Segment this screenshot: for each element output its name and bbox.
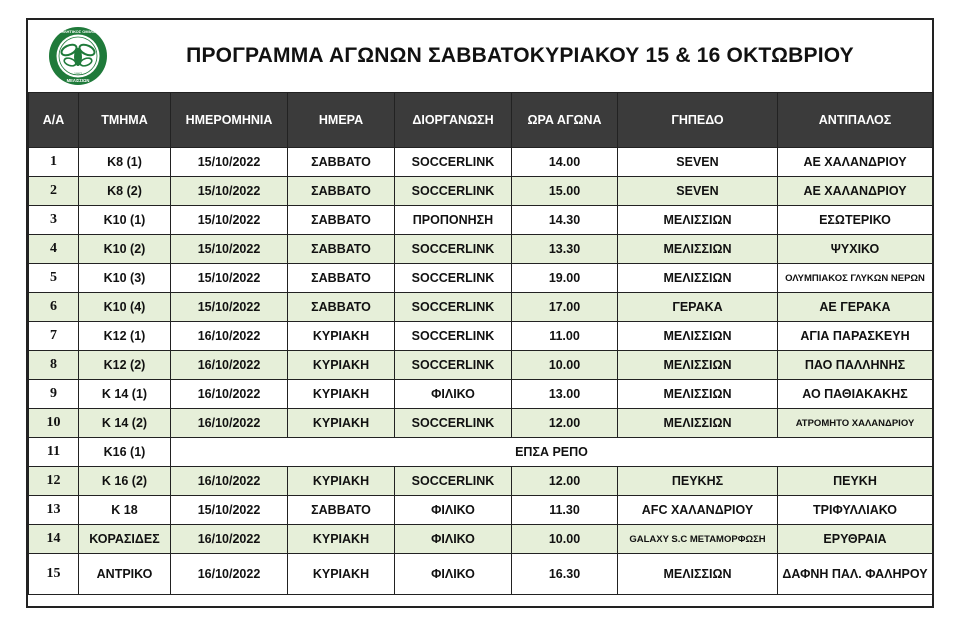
cell-team: Κ10 (4) [79, 293, 171, 322]
table-row [29, 322, 933, 351]
column-header-team: ΤΜΗΜΑ [79, 93, 171, 148]
cell-opponent: ΑΤΡΟΜΗΤΟ ΧΑΛΑΝΔΡΙΟΥ [778, 409, 933, 438]
cell-team: Κ10 (2) [79, 235, 171, 264]
cell-venue: SEVEN [618, 177, 778, 206]
cell-team: Κ 14 (2) [79, 409, 171, 438]
svg-text:1962: 1962 [74, 72, 82, 76]
cell-opponent: ΤΡΙΦΥΛΛΙΑΚΟ [778, 496, 933, 525]
table-row [29, 206, 933, 235]
cell-competition: ΦΙΛΙΚΟ [395, 525, 512, 554]
cell-competition: ΦΙΛΙΚΟ [395, 496, 512, 525]
cell-no: 1 [29, 148, 79, 177]
cell-date: 16/10/2022 [171, 467, 288, 496]
cell-no: 6 [29, 293, 79, 322]
cell-day: ΚΥΡΙΑΚΗ [288, 554, 395, 595]
cell-time: 17.00 [512, 293, 618, 322]
schedule-table [28, 92, 933, 595]
cell-opponent: ΑΟ ΠΑΘΙΑΚΑΚΗΣ [778, 380, 933, 409]
table-row [29, 438, 933, 467]
header-row [29, 93, 933, 148]
cell-day: ΚΥΡΙΑΚΗ [288, 525, 395, 554]
cell-opponent: ΑΓΙΑ ΠΑΡΑΣΚΕΥΗ [778, 322, 933, 351]
cell-time: 10.00 [512, 525, 618, 554]
cell-competition: SOCCERLINK [395, 293, 512, 322]
cell-date: 16/10/2022 [171, 380, 288, 409]
title-bar [28, 20, 932, 92]
cell-team: ΚΟΡΑΣΙΔΕΣ [79, 525, 171, 554]
table-body [29, 148, 933, 595]
table-row [29, 235, 933, 264]
cell-venue: ΜΕΛΙΣΣΙΩΝ [618, 206, 778, 235]
club-crest-icon [48, 26, 108, 86]
cell-day: ΣΑΒΒΑΤΟ [288, 496, 395, 525]
cell-venue: ΜΕΛΙΣΣΙΩΝ [618, 409, 778, 438]
cell-date: 15/10/2022 [171, 264, 288, 293]
cell-day: ΚΥΡΙΑΚΗ [288, 409, 395, 438]
column-header-day: ΗΜΕΡΑ [288, 93, 395, 148]
cell-venue: ΜΕΛΙΣΣΙΩΝ [618, 380, 778, 409]
cell-date: 16/10/2022 [171, 351, 288, 380]
cell-team: Κ8 (1) [79, 148, 171, 177]
cell-opponent: ΑΕ ΧΑΛΑΝΔΡΙΟΥ [778, 177, 933, 206]
cell-venue: ΜΕΛΙΣΣΙΩΝ [618, 235, 778, 264]
cell-no: 5 [29, 264, 79, 293]
table-row [29, 496, 933, 525]
cell-time: 12.00 [512, 467, 618, 496]
cell-team: Κ10 (1) [79, 206, 171, 235]
cell-opponent: ΠΑΟ ΠΑΛΛΗΝΗΣ [778, 351, 933, 380]
cell-venue: ΜΕΛΙΣΣΙΩΝ [618, 351, 778, 380]
table-row [29, 467, 933, 496]
cell-time: 11.00 [512, 322, 618, 351]
cell-opponent: ΨΥΧΙΚΟ [778, 235, 933, 264]
cell-date: 16/10/2022 [171, 525, 288, 554]
cell-time: 11.30 [512, 496, 618, 525]
cell-team: Κ16 (1) [79, 438, 171, 467]
cell-day: ΚΥΡΙΑΚΗ [288, 467, 395, 496]
cell-day: ΚΥΡΙΑΚΗ [288, 351, 395, 380]
cell-no: 12 [29, 467, 79, 496]
cell-competition: SOCCERLINK [395, 235, 512, 264]
cell-day: ΚΥΡΙΑΚΗ [288, 322, 395, 351]
cell-competition: SOCCERLINK [395, 177, 512, 206]
cell-time: 13.30 [512, 235, 618, 264]
cell-venue: ΠΕΥΚΗΣ [618, 467, 778, 496]
table-row [29, 293, 933, 322]
cell-day: ΣΑΒΒΑΤΟ [288, 235, 395, 264]
cell-no: 2 [29, 177, 79, 206]
cell-team: ΑΝΤΡΙΚΟ [79, 554, 171, 595]
cell-time: 16.30 [512, 554, 618, 595]
column-header-opponent: ΑΝΤΙΠΑΛΟΣ [778, 93, 933, 148]
cell-competition: SOCCERLINK [395, 467, 512, 496]
cell-day: ΣΑΒΒΑΤΟ [288, 148, 395, 177]
cell-opponent: ΑΕ ΧΑΛΑΝΔΡΙΟΥ [778, 148, 933, 177]
cell-opponent: ΠΕΥΚΗ [778, 467, 933, 496]
cell-competition: SOCCERLINK [395, 322, 512, 351]
cell-competition: SOCCERLINK [395, 409, 512, 438]
cell-time: 14.30 [512, 206, 618, 235]
cell-no: 14 [29, 525, 79, 554]
cell-no: 15 [29, 554, 79, 595]
cell-no: 13 [29, 496, 79, 525]
cell-team: Κ12 (2) [79, 351, 171, 380]
cell-no: 7 [29, 322, 79, 351]
cell-time: 15.00 [512, 177, 618, 206]
cell-competition: SOCCERLINK [395, 264, 512, 293]
cell-venue: AFC ΧΑΛΑΝΔΡΙΟΥ [618, 496, 778, 525]
cell-competition: ΠΡΟΠΟΝΗΣΗ [395, 206, 512, 235]
cell-time: 12.00 [512, 409, 618, 438]
cell-date: 15/10/2022 [171, 293, 288, 322]
svg-text:ΜΕΛΙΣΣΙΩΝ: ΜΕΛΙΣΣΙΩΝ [66, 78, 90, 84]
cell-no: 11 [29, 438, 79, 467]
cell-venue: ΜΕΛΙΣΣΙΩΝ [618, 554, 778, 595]
cell-day: ΚΥΡΙΑΚΗ [288, 380, 395, 409]
cell-no: 3 [29, 206, 79, 235]
svg-text:ΑΘΛΗΤΙΚΟΣ ΟΜΙΛΟΣ: ΑΘΛΗΤΙΚΟΣ ΟΜΙΛΟΣ [58, 29, 98, 35]
table-row [29, 148, 933, 177]
table-row [29, 525, 933, 554]
table-row [29, 554, 933, 595]
cell-opponent: ΔΑΦΝΗ ΠΑΛ. ΦΑΛΗΡΟΥ [778, 554, 933, 595]
table-row [29, 177, 933, 206]
cell-team: Κ 14 (1) [79, 380, 171, 409]
cell-competition: SOCCERLINK [395, 351, 512, 380]
cell-team: Κ10 (3) [79, 264, 171, 293]
cell-date: 15/10/2022 [171, 235, 288, 264]
cell-date: 15/10/2022 [171, 177, 288, 206]
cell-competition: ΦΙΛΙΚΟ [395, 554, 512, 595]
cell-team: Κ 16 (2) [79, 467, 171, 496]
cell-time: 14.00 [512, 148, 618, 177]
cell-venue: GALAXY S.C ΜΕΤΑΜΟΡΦΩΣΗ [618, 525, 778, 554]
table-row [29, 380, 933, 409]
cell-opponent: ΕΡΥΘΡΑΙΑ [778, 525, 933, 554]
cell-no: 10 [29, 409, 79, 438]
cell-date: 15/10/2022 [171, 148, 288, 177]
cell-no: 9 [29, 380, 79, 409]
cell-opponent: ΕΣΩΤΕΡΙΚΟ [778, 206, 933, 235]
column-header-competition: ΔΙΟΡΓΑΝΩΣΗ [395, 93, 512, 148]
schedule-sheet [26, 18, 934, 608]
cell-time: 10.00 [512, 351, 618, 380]
cell-no: 8 [29, 351, 79, 380]
table-row [29, 264, 933, 293]
cell-competition: ΦΙΛΙΚΟ [395, 380, 512, 409]
cell-team: Κ8 (2) [79, 177, 171, 206]
cell-opponent: ΟΛΥΜΠΙΑΚΟΣ ΓΛΥΚΩΝ ΝΕΡΩΝ [778, 264, 933, 293]
page-title: ΠΡΟΓΡΑΜΜΑ ΑΓΩΝΩΝ ΣΑΒΒΑΤΟΚΥΡΙΑΚΟΥ 15 & 16 ΟΚΤΩΒΡΙΟΥ [186, 44, 854, 67]
table-header [29, 93, 933, 148]
cell-day: ΣΑΒΒΑΤΟ [288, 206, 395, 235]
cell-date: 15/10/2022 [171, 206, 288, 235]
cell-date: 15/10/2022 [171, 496, 288, 525]
column-header-aa: Α/Α [29, 93, 79, 148]
cell-opponent: ΑΕ ΓΕΡΑΚΑ [778, 293, 933, 322]
cell-day: ΣΑΒΒΑΤΟ [288, 264, 395, 293]
cell-competition: SOCCERLINK [395, 148, 512, 177]
cell-team: Κ 18 [79, 496, 171, 525]
cell-date: 16/10/2022 [171, 322, 288, 351]
column-header-date: ΗΜΕΡΟΜΗΝΙΑ [171, 93, 288, 148]
cell-date: 16/10/2022 [171, 409, 288, 438]
cell-note: ΕΠΣΑ ΡΕΠΟ [171, 438, 933, 467]
cell-time: 13.00 [512, 380, 618, 409]
cell-venue: ΜΕΛΙΣΣΙΩΝ [618, 264, 778, 293]
cell-day: ΣΑΒΒΑΤΟ [288, 177, 395, 206]
cell-time: 19.00 [512, 264, 618, 293]
column-header-venue: ΓΗΠΕΔΟ [618, 93, 778, 148]
cell-venue: ΓΕΡΑΚΑ [618, 293, 778, 322]
table-row [29, 409, 933, 438]
cell-date: 16/10/2022 [171, 554, 288, 595]
cell-venue: ΜΕΛΙΣΣΙΩΝ [618, 322, 778, 351]
table-row [29, 351, 933, 380]
cell-team: Κ12 (1) [79, 322, 171, 351]
cell-venue: SEVEN [618, 148, 778, 177]
column-header-time: ΩΡΑ ΑΓΩΝΑ [512, 93, 618, 148]
cell-day: ΣΑΒΒΑΤΟ [288, 293, 395, 322]
cell-no: 4 [29, 235, 79, 264]
